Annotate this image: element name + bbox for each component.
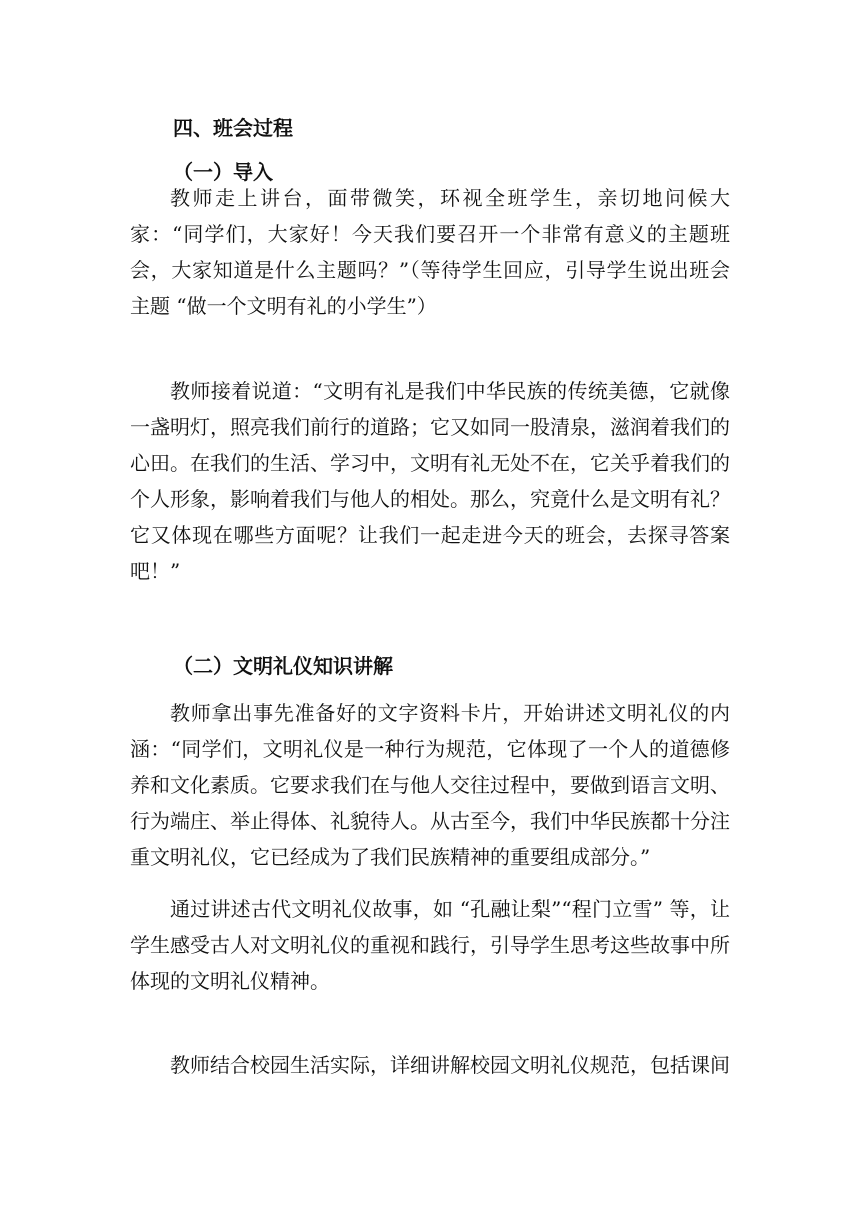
section-heading: 四、班会过程 [173, 116, 293, 140]
paragraph: 教师拿出事先准备好的文字资料卡片，开始讲述文明礼仪的内涵：“同学们，文明礼仪是一种行为规范，它体现了一个人的道德修养和文化素质。它要求我们在与他人交往过程中，要做到语言文明、行为端庄、举止得体、礼貌待人。从古至今，我们中华民族都十分注重文明礼仪，它已经成为了我们民族精神的重要组成部分。” [130, 701, 730, 869]
paragraph: 通过讲述古代文明礼仪故事，如 “孔融让梨”“程门立雪” 等，让学生感受古人对文明礼仪的重视和践行，引导学生思考这些故事中所体现的文明礼仪精神。 [130, 897, 730, 993]
subsection-heading-intro: （一）导入 [173, 160, 273, 184]
paragraph: 教师结合校园生活实际，详细讲解校园文明礼仪规范，包括课间 [170, 1053, 730, 1077]
paragraph: 教师接着说道：“文明有礼是我们中华民族的传统美德，它就像一盏明灯，照亮我们前行的道路；它又如同一股清泉，滋润着我们的心田。在我们的生活、学习中，文明有礼无处不在，它关乎着我们的个人形象，影响着我们与他人的相处。那么，究竟什么是文明有礼？它又体现在哪些方面呢？让我们一起走进今天的班会，去探寻答案吧！” [130, 379, 730, 583]
paragraph: 教师走上讲台，面带微笑，环视全班学生，亲切地问候大家：“同学们，大家好！今天我们要召开一个非常有意义的主题班会，大家知道是什么主题吗？”（等待学生回应，引导学生说出班会主题 “做一个文明有礼的小学生”） [130, 186, 730, 318]
subsection-heading-etiquette: （二）文明礼仪知识讲解 [173, 654, 393, 678]
